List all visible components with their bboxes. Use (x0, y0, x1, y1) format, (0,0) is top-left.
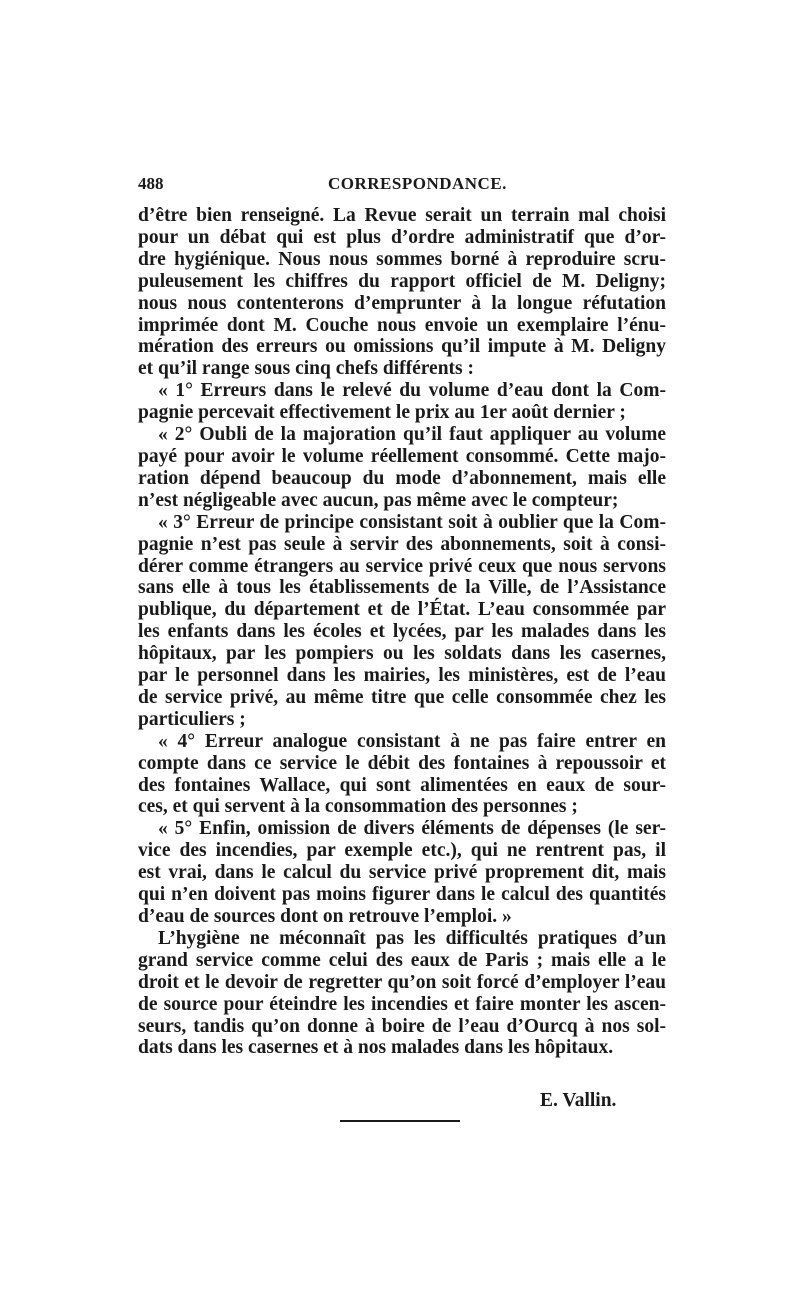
text-line: sans elle à tous les établissements de la Ville, de l’Assistance (138, 577, 666, 599)
text-line: grand service comme celui des eaux de Paris ; mais elle a le (138, 949, 666, 971)
text-line: L’hygiène ne méconnaît pas les difficultés pratiques d’un (158, 927, 666, 949)
text-line: dérer comme étrangers au service privé ceux que nous servons (138, 555, 666, 577)
text-line: ration dépend beaucoup du mode d’abonnement, mais elle (138, 467, 666, 489)
text-line: droit et le devoir de regretter qu’on soit forcé d’employer l’eau (138, 971, 666, 993)
end-rule (340, 1120, 460, 1122)
text-line: qui n’en doivent pas moins figurer dans le calcul des quantités (138, 884, 666, 906)
text-line: seurs, tandis qu’on donne à boire de l’eau d’Ourcq à nos sol- (138, 1015, 666, 1037)
text-line: pagnie n’est pas seule à servir des abonnements, soit à consi- (138, 533, 666, 555)
text-line: par le personnel dans les mairies, les ministères, est de l’eau (138, 665, 666, 687)
text-line: ces, et qui servent à la consommation des personnes ; (138, 796, 578, 818)
text-line: nous nous contenterons d’emprunter à la longue réfutation (138, 292, 666, 314)
text-line: « 3° Erreur de principe consistant soit à oublier que la Com- (158, 511, 666, 533)
author-signature: E. Vallin. (540, 1090, 617, 1111)
text-line: les enfants dans les écoles et lycées, par les malades dans les (138, 621, 666, 643)
text-line: n’est négligeable avec aucun, pas même avec le compteur; (138, 489, 619, 511)
body-text (138, 205, 666, 1059)
text-line: « 1° Erreurs dans le relevé du volume d’eau dont la Com- (158, 380, 666, 402)
text-line: dats dans les casernes et à nos malades dans les hôpitaux. (138, 1037, 614, 1059)
text-line: de service privé, au même titre que celle consommée chez les (138, 686, 666, 708)
text-line: hôpitaux, par les pompiers ou les soldats dans les casernes, (138, 643, 666, 665)
text-line: compte dans ce service le débit des fontaines à repoussoir et (138, 752, 666, 774)
text-line: payé pour avoir le volume réellement consommé. Cette majo- (138, 445, 666, 467)
text-line: « 5° Enfin, omission de divers éléments de dépenses (le ser- (158, 818, 666, 840)
text-line: et qu’il range sous cinq chefs différents : (138, 358, 475, 380)
running-header (138, 174, 666, 200)
text-line: « 2° Oubli de la majoration qu’il faut appliquer au volume (158, 424, 666, 446)
text-line: d’être bien renseigné. La Revue serait un terrain mal choisi (138, 205, 666, 226)
text-line: d’eau de sources dont on retrouve l’emploi. » (138, 906, 512, 927)
text-line: est vrai, dans le calcul du service privé proprement dit, mais (138, 862, 666, 884)
text-line: imprimée dont M. Couche nous envoie un exemplaire l’énu- (138, 314, 666, 336)
text-line: des fontaines Wallace, qui sont alimentées en eaux de sour- (138, 774, 666, 796)
text-line: particuliers ; (138, 708, 246, 730)
text-line: de source pour éteindre les incendies et faire monter les ascen- (138, 993, 666, 1015)
text-line: puleusement les chiffres du rapport officiel de M. Deligny; (138, 270, 666, 292)
running-title: CORRESPONDANCE. (328, 174, 507, 193)
text-line: pour un débat qui est plus d’ordre administratif que d’or- (138, 226, 666, 248)
text-line: publique, du département et de l’État. L’eau consommée par (138, 599, 666, 621)
text-line: pagnie percevait effectivement le prix au 1er août dernier ; (138, 402, 626, 424)
text-line: « 4° Erreur analogue consistant à ne pas faire entrer en (158, 730, 666, 752)
text-line: dre hygiénique. Nous nous sommes borné à reproduire scru- (138, 248, 666, 270)
page-number: 488 (138, 174, 164, 193)
text-line: vice des incendies, par exemple etc.), qui ne rentrent pas, il (138, 840, 666, 862)
text-line: mération des erreurs ou omissions qu’il impute à M. Deligny (138, 336, 666, 358)
